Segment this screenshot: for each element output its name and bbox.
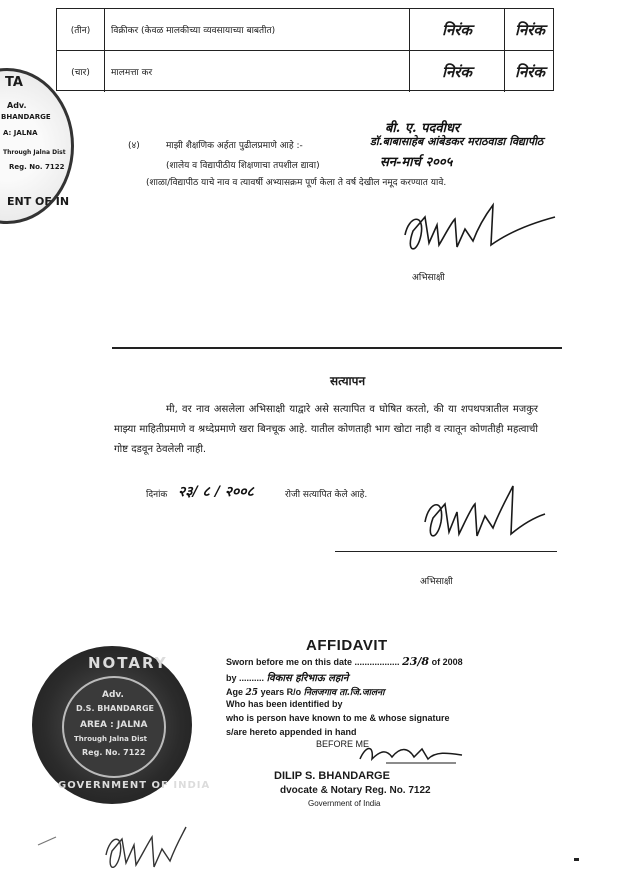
deponent-name: विकास हरिभाऊ लहाने	[266, 673, 349, 684]
affidavit-stamp: AFFIDAVIT Sworn before me on this date .................. 23/8 of 2008 by .......... विकास हरिभाऊ लहाने Age 25 years R/o निलजगाव ता.जि.जालना Who has been identified by who is person have known to me & whose signature s/are hereto appended in hand BEFORE ME DILIP S. BHANDARGE dvocate & Notary Reg. No. 7122 Government of India	[226, 637, 516, 807]
table-row	[57, 50, 553, 92]
sworn-date: 23/8	[402, 655, 430, 668]
divider	[112, 347, 562, 349]
seal-text: A: JALNA	[3, 129, 38, 137]
deponent-label: अभिसाक्षी	[412, 273, 445, 283]
handwritten-year: सन-मार्च २००५	[380, 155, 453, 170]
bottom-signature	[36, 815, 196, 875]
signature-1	[395, 195, 565, 265]
seal-text: Reg. No. 7122	[9, 163, 65, 171]
notary-designation: dvocate & Notary Reg. No. 7122	[280, 785, 431, 796]
notary-name: DILIP S. BHANDARGE	[274, 770, 390, 782]
item-number: (४)	[128, 141, 140, 151]
row-value-2: निरंक	[504, 51, 555, 92]
dot-mark	[574, 858, 579, 861]
signed-line: s/are hereto appended in hand	[226, 727, 357, 737]
row-value-2: निरंक	[504, 9, 555, 50]
handwritten-date: २३/ ८ / २००८	[178, 484, 254, 500]
seal-text: Through Jalna Dist	[74, 735, 148, 743]
notary-signature	[356, 741, 466, 767]
notary-government: Government of India	[308, 799, 381, 808]
education-line: (शालेय व विद्यापीठीय शिक्षणाचा तपशील द्यावा)	[166, 161, 320, 171]
known-line: who is person have known to me & whose signature	[226, 713, 450, 723]
seal-text: BHANDARGE	[1, 113, 51, 121]
table-row	[57, 9, 553, 50]
seal-text: Through Jalna Dist	[3, 149, 66, 156]
affidavit-title: AFFIDAVIT	[306, 637, 388, 654]
date-prefix: दिनांक	[146, 490, 168, 500]
education-line: माझी शैक्षणिक अर्हता पुढीलप्रमाणे आहे :-	[166, 141, 303, 151]
row-number: (तीन)	[70, 26, 91, 36]
residence: निलजगाव ता.जि.जालना	[303, 688, 385, 698]
seal-text: D.S. BHANDARGE	[76, 704, 154, 713]
handwritten-university: डॉ.बाबासाहेब आंबेडकर मराठवाडा विद्यापीठ	[370, 135, 544, 148]
seal-text: Adv.	[102, 690, 124, 700]
verification-body: मी, वर नाव असलेला अभिसाक्षी याद्वारे असे सत्यापित व घोषित करतो, की या शपथपत्रातील मजकुर माझ्या माहितीप्रमाणे व श्रध्देप्रमाणे खरा बिनचूक आहे. यातील कोणताही भाग खोटा नाही व त्यातून कोणतीही महत्वाची गोष्ट दडवून ठेवलेली नाही.	[114, 404, 538, 455]
row-value-1: निरंक	[409, 9, 504, 50]
row-value-1: निरंक	[409, 51, 504, 92]
seal-text: ENT OF IN	[7, 195, 70, 208]
age-value: 25	[245, 688, 259, 698]
sworn-year: of 2008	[431, 657, 463, 667]
signature-2	[415, 478, 575, 558]
date-suffix: रोजी सत्यापित केले आहे.	[285, 490, 368, 500]
tax-table	[56, 8, 554, 91]
signature-line	[335, 551, 557, 552]
seal-text: TA	[5, 75, 23, 90]
handwritten-degree: बी. ए. पदवीधर	[385, 121, 460, 136]
before-me: BEFORE ME	[316, 739, 370, 749]
seal-text: Reg. No. 7122	[82, 748, 146, 757]
deponent-label: अभिसाक्षी	[420, 577, 453, 587]
sworn-label: Sworn before me on this date	[226, 657, 353, 667]
seal-text: AREA : JALNA	[80, 720, 148, 730]
seal-text: GOVERNMENT OF INDIA	[58, 780, 211, 791]
age-text: years R/o	[260, 687, 302, 697]
age-label: Age	[226, 687, 244, 697]
row-description: मालमत्ता कर	[104, 51, 409, 92]
seal-text: NOTARY	[88, 654, 168, 672]
verification-heading: सत्यापन	[330, 374, 366, 388]
identified-line: Who has been identified by	[226, 699, 343, 709]
row-description: विक्रीकर (केवळ मालकीच्या व्यवसायाच्या बाबतीत)	[104, 9, 409, 50]
notary-seal	[32, 646, 211, 804]
education-line: (शाळा/विद्यापीठ याचे नाव व त्यावर्षी अभ्यासक्रम पूर्ण केला ते वर्ष देखील नमूद करण्यात यावे.	[146, 178, 447, 188]
seal-text: Adv.	[7, 101, 27, 110]
by-label: by	[226, 673, 237, 683]
row-number: (चार)	[71, 68, 90, 78]
